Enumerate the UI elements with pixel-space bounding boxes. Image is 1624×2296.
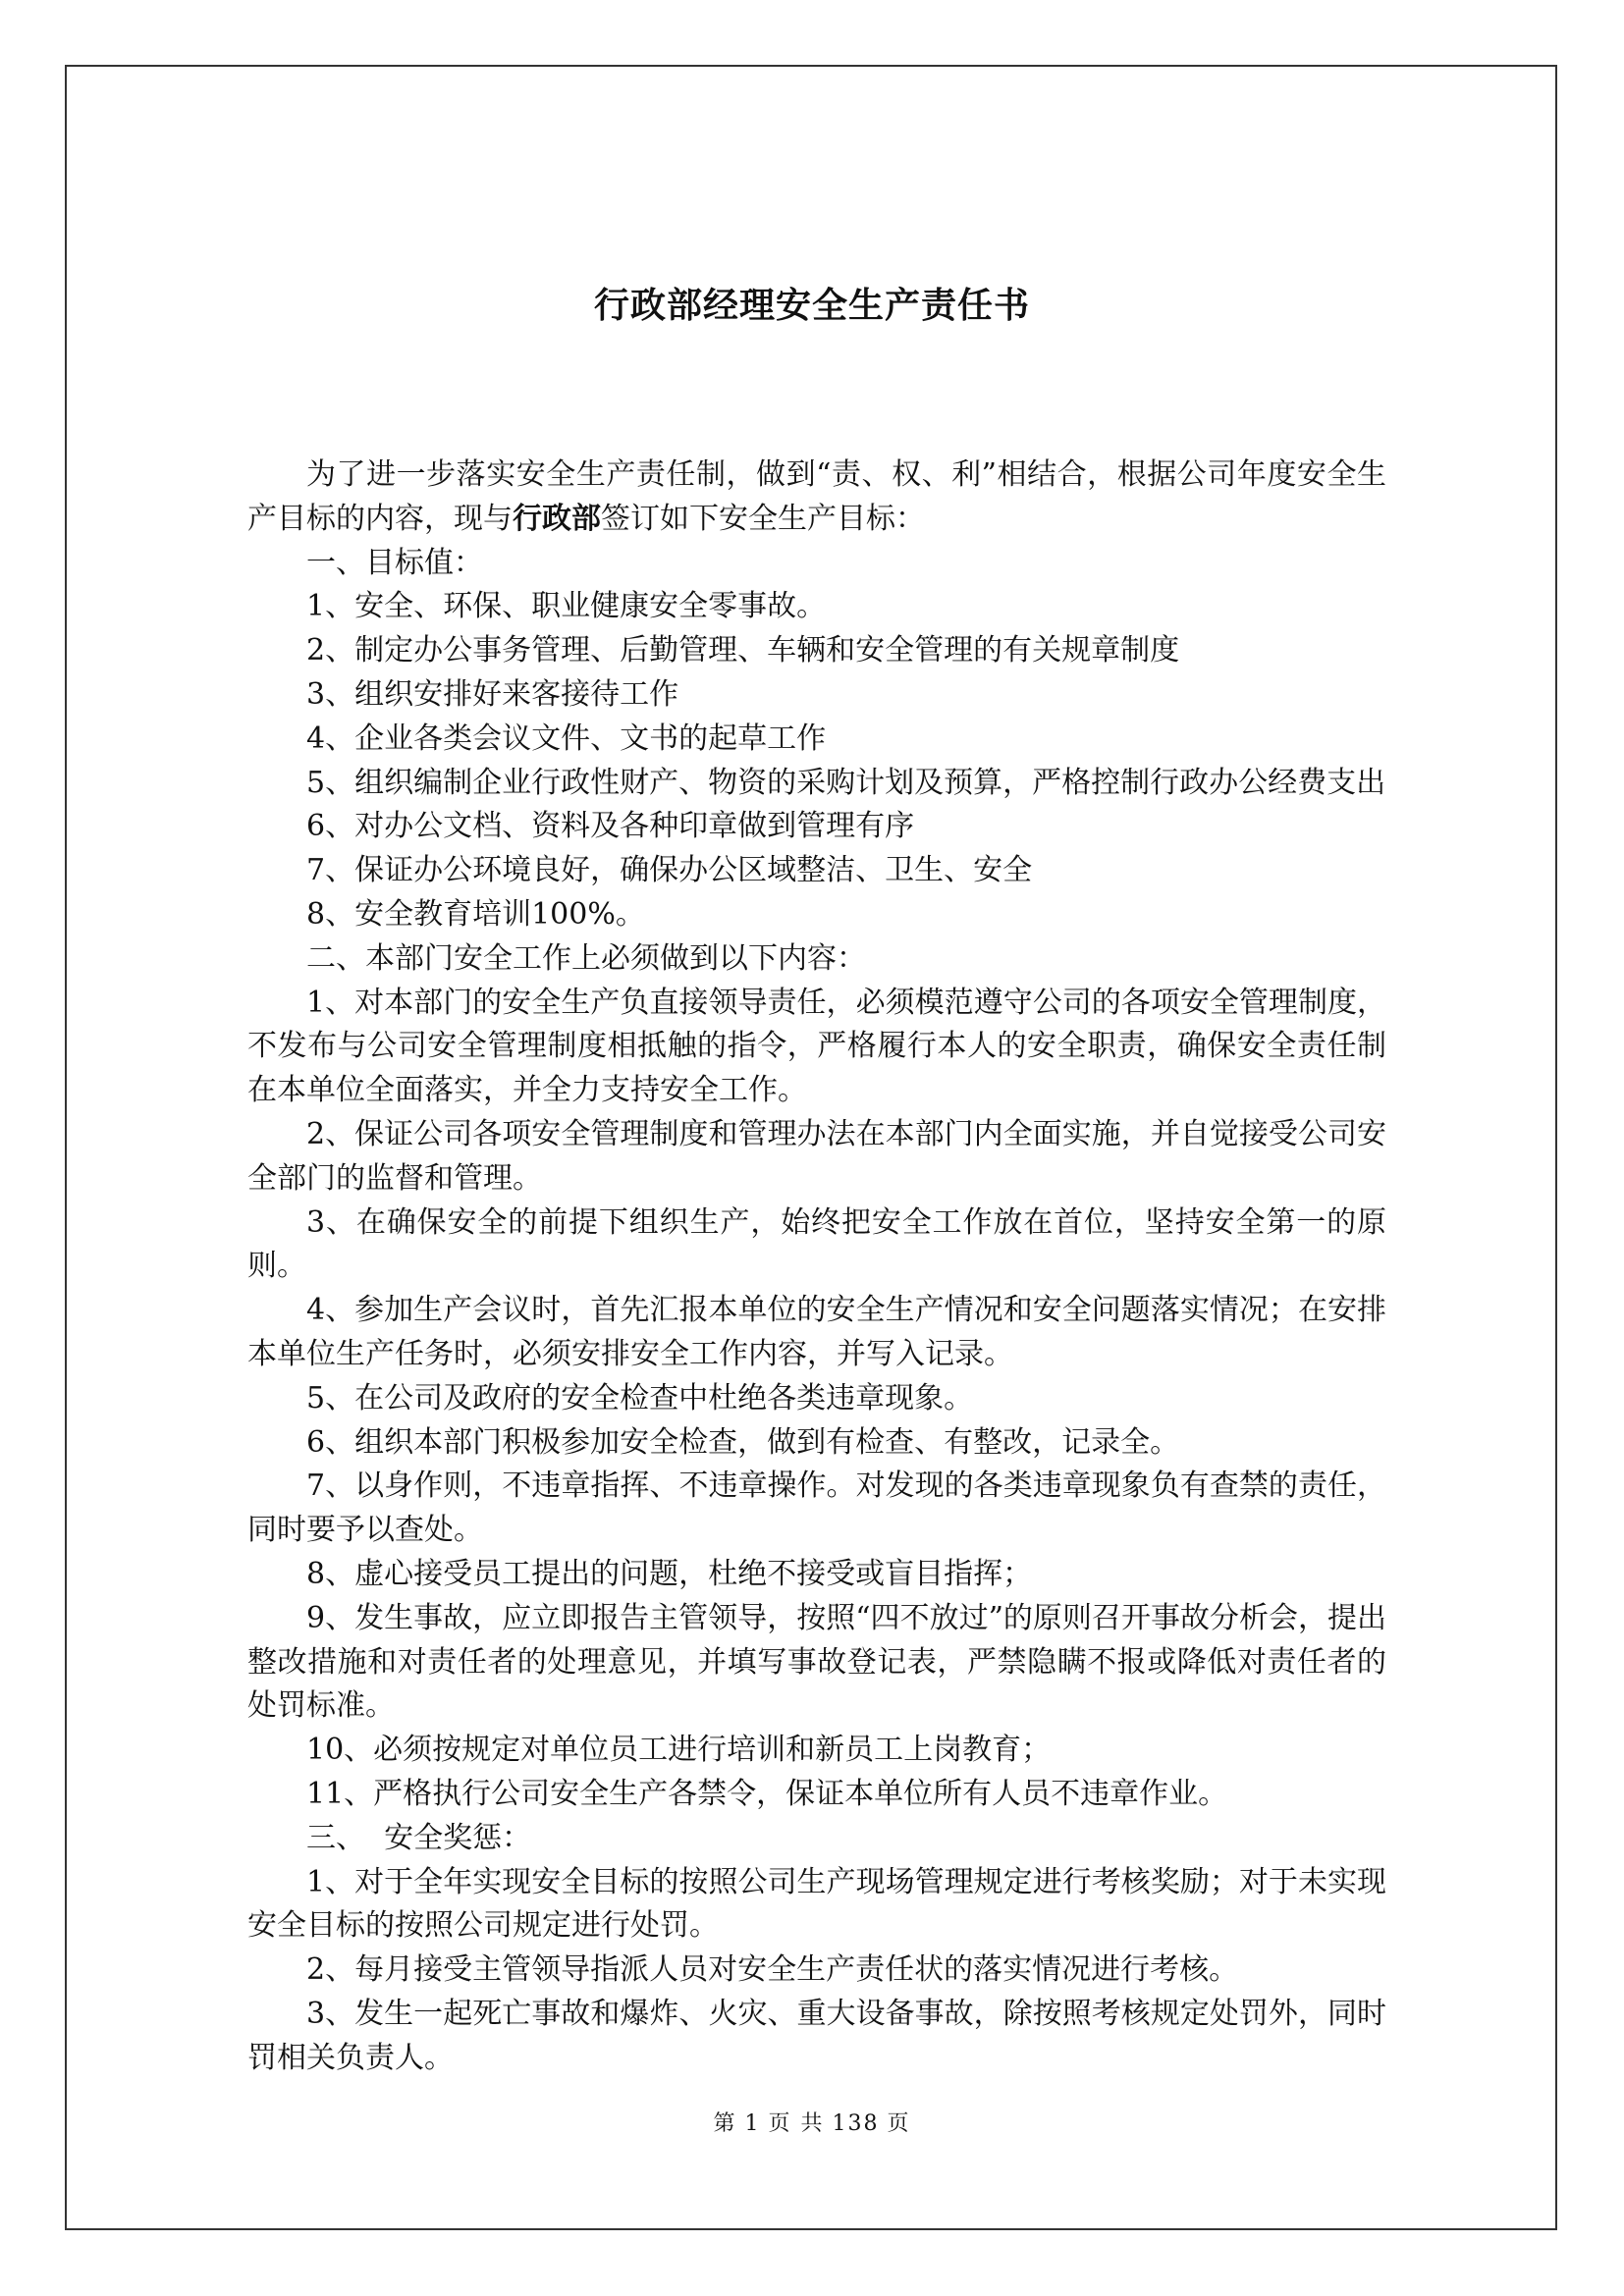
goal-item: 2、制定办公事务管理、后勤管理、车辆和安全管理的有关规章制度 — [306, 633, 1180, 668]
goal-item: 1、安全、环保、职业健康安全零事故。 — [306, 589, 827, 624]
requirement-item: 3、在确保安全的前提下组织生产，始终把安全工作放在首位，坚持安全第一的原则。 — [247, 1204, 1386, 1284]
requirement-item: 11、严格执行公司安全生产各禁令，保证本单位所有人员不违章作业。 — [306, 1776, 1228, 1811]
section-heading-requirements: 二、本部门安全工作上必须做到以下内容： — [306, 940, 866, 976]
goal-item: 5、组织编制企业行政性财产、物资的采购计划及预算，严格控制行政办公经费支出 — [306, 765, 1386, 800]
department-name: 行政部 — [513, 501, 601, 536]
requirement-item: 8、虚心接受员工提出的问题，杜绝不接受或盲目指挥； — [306, 1556, 1033, 1591]
goal-item: 4、企业各类会议文件、文书的起草工作 — [306, 721, 827, 756]
reward-item: 2、每月接受主管领导指派人员对安全生产责任状的落实情况进行考核。 — [306, 1952, 1239, 1988]
goal-item: 6、对办公文档、资料及各种印章做到管理有序 — [306, 809, 915, 844]
requirement-item: 7、以身作则，不违章指挥、不违章操作。对发现的各类违章现象负有查禁的责任，同时要予以查处。 — [247, 1468, 1386, 1548]
section-heading-rewards: 三、 安全奖惩： — [306, 1820, 532, 1855]
page-footer — [0, 2107, 1624, 2137]
total-pages-number: 138 — [832, 2111, 880, 2136]
intro-text-before: 为了进一步落实安全生产责任制，做到“责、权、利”相结合，根据公司年度安全生产目标的内容，现与 — [247, 457, 1386, 536]
intro-paragraph — [247, 454, 1386, 542]
requirement-item: 4、参加生产会议时，首先汇报本单位的安全生产情况和安全问题落实情况；在安排本单位生产任务时，必须安排安全工作内容，并写入记录。 — [247, 1293, 1386, 1371]
requirement-item: 2、保证公司各项安全管理制度和管理办法在本部门内全面实施，并自觉接受公司安全部门的监督和管理。 — [247, 1116, 1386, 1196]
goal-item: 3、组织安排好来客接待工作 — [306, 676, 679, 712]
goal-item: 8、安全教育培训100%。 — [306, 896, 645, 932]
requirement-item: 6、组织本部门积极参加安全检查，做到有检查、有整改，记录全。 — [306, 1424, 1180, 1460]
page-label-mid: 页 共 — [768, 2111, 825, 2136]
page-label-suffix: 页 — [887, 2111, 911, 2136]
current-page-number: 1 — [744, 2111, 761, 2136]
requirement-item: 10、必须按规定对单位员工进行培训和新员工上岗教育； — [306, 1733, 1052, 1768]
document-title: 行政部经理安全生产责任书 — [593, 286, 1030, 326]
requirement-item: 5、在公司及政府的安全检查中杜绝各类违章现象。 — [306, 1380, 974, 1415]
goal-item: 7、保证办公环境良好，确保办公区域整洁、卫生、安全 — [306, 853, 1033, 888]
requirement-item: 1、对本部门的安全生产负直接领导责任，必须模范遵守公司的各项安全管理制度，不发布与公司安全管理制度相抵触的指令，严格履行本人的安全职责，确保安全责任制在本单位全面落实，并全力支持安全工作。 — [247, 985, 1386, 1108]
reward-item: 3、发生一起死亡事故和爆炸、火灾、重大设备事故，除按照考核规定处罚外，同时罚相关负责人。 — [247, 1996, 1386, 2075]
document-body — [247, 454, 1386, 2080]
page-label-prefix: 第 — [713, 2111, 737, 2136]
reward-item: 1、对于全年实现安全目标的按照公司生产现场管理规定进行考核奖励；对于未实现安全目标的按照公司规定进行处罚。 — [247, 1864, 1386, 1944]
intro-text-after: 签订如下安全生产目标： — [601, 501, 925, 536]
requirement-item: 9、发生事故，应立即报告主管领导，按照“四不放过”的原则召开事故分析会，提出整改措施和对责任者的处理意见，并填写事故登记表，严禁隐瞒不报或降低对责任者的处罚标准。 — [247, 1600, 1386, 1724]
section-heading-goals: 一、目标值： — [306, 545, 483, 580]
